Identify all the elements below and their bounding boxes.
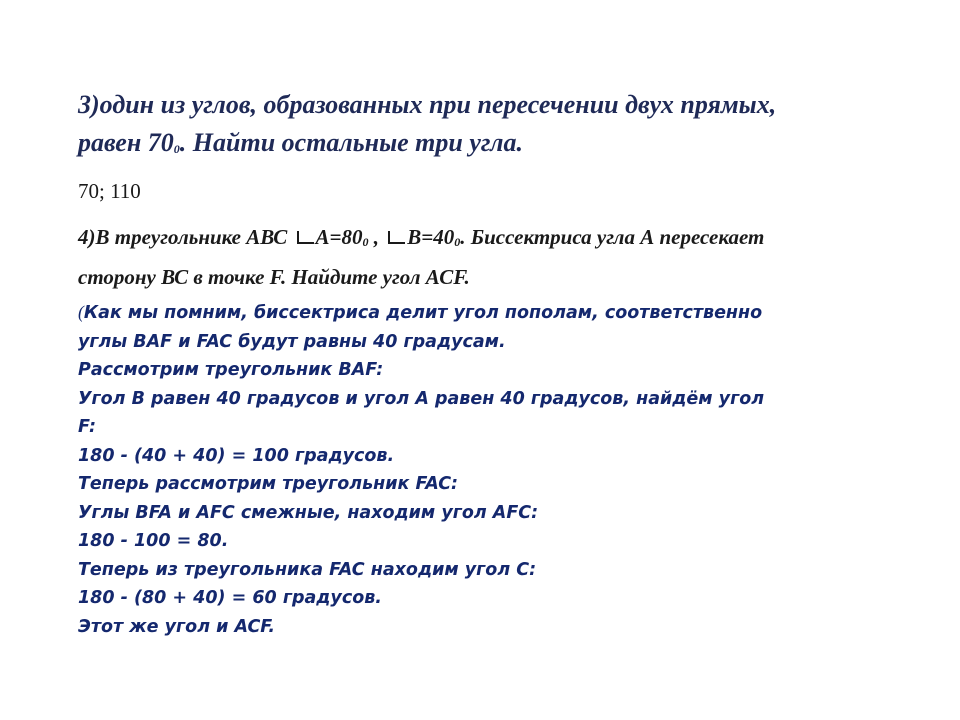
solution-line: Угол B равен 40 градусов и угол A равен 40 градусов, найдём угол — [78, 388, 765, 409]
solution-line: Этот же угол и ACF. — [78, 616, 276, 637]
problem-3-line-2-start: равен 70 — [78, 128, 174, 157]
solution-line: углы BAF и FAC будут равны 40 градусам. — [78, 331, 506, 352]
angle-icon — [388, 231, 405, 244]
separator: , — [368, 225, 385, 249]
problem-4-text — [78, 220, 908, 295]
solution-line-text: Как мы помним, биссектриса делит угол пополам, соответственно — [83, 303, 763, 323]
problem-4-intro: 4)В треугольнике АВС — [78, 225, 293, 249]
angle-icon — [297, 231, 314, 244]
problem-3-line-1: 3)один из углов, образованных при пересечении двух прямых, — [78, 90, 777, 119]
solution-line: Теперь рассмотрим треугольник FAC: — [78, 474, 459, 494]
solution-line: 180 - (40 + 40) = 100 градусов. — [78, 445, 395, 466]
open-paren: ( — [78, 302, 84, 322]
angle-b-value: В=40 — [407, 225, 455, 249]
degree-subscript: 0 — [454, 235, 461, 249]
solution-block — [78, 298, 908, 641]
solution-line: 180 - 100 = 80. — [78, 531, 229, 551]
problem-3-answer: 70; 110 — [78, 179, 141, 203]
problem-3-line-2-end: . Найти остальные три угла. — [179, 128, 523, 157]
solution-line: Теперь из треугольника FAC находим угол C: — [78, 559, 537, 580]
solution-line — [78, 298, 908, 328]
problem-4-bisector: . Биссектриса угла А пересекает — [460, 225, 765, 249]
solution-line: Рассмотрим треугольник BAF: — [78, 360, 384, 380]
problem-4-line-2: сторону ВС в точке F. Найдите угол АСF. — [78, 265, 470, 289]
solution-line: F: — [78, 417, 96, 437]
solution-line: 180 - (80 + 40) = 60 градусов. — [78, 588, 382, 608]
angle-a-value: А=80 — [315, 225, 363, 249]
degree-subscript: 0 — [362, 235, 369, 249]
solution-line: Углы BFA и AFC смежные, находим угол AFC: — [78, 502, 539, 523]
problem-3-text — [78, 86, 898, 168]
degree-subscript: 0 — [173, 142, 180, 156]
